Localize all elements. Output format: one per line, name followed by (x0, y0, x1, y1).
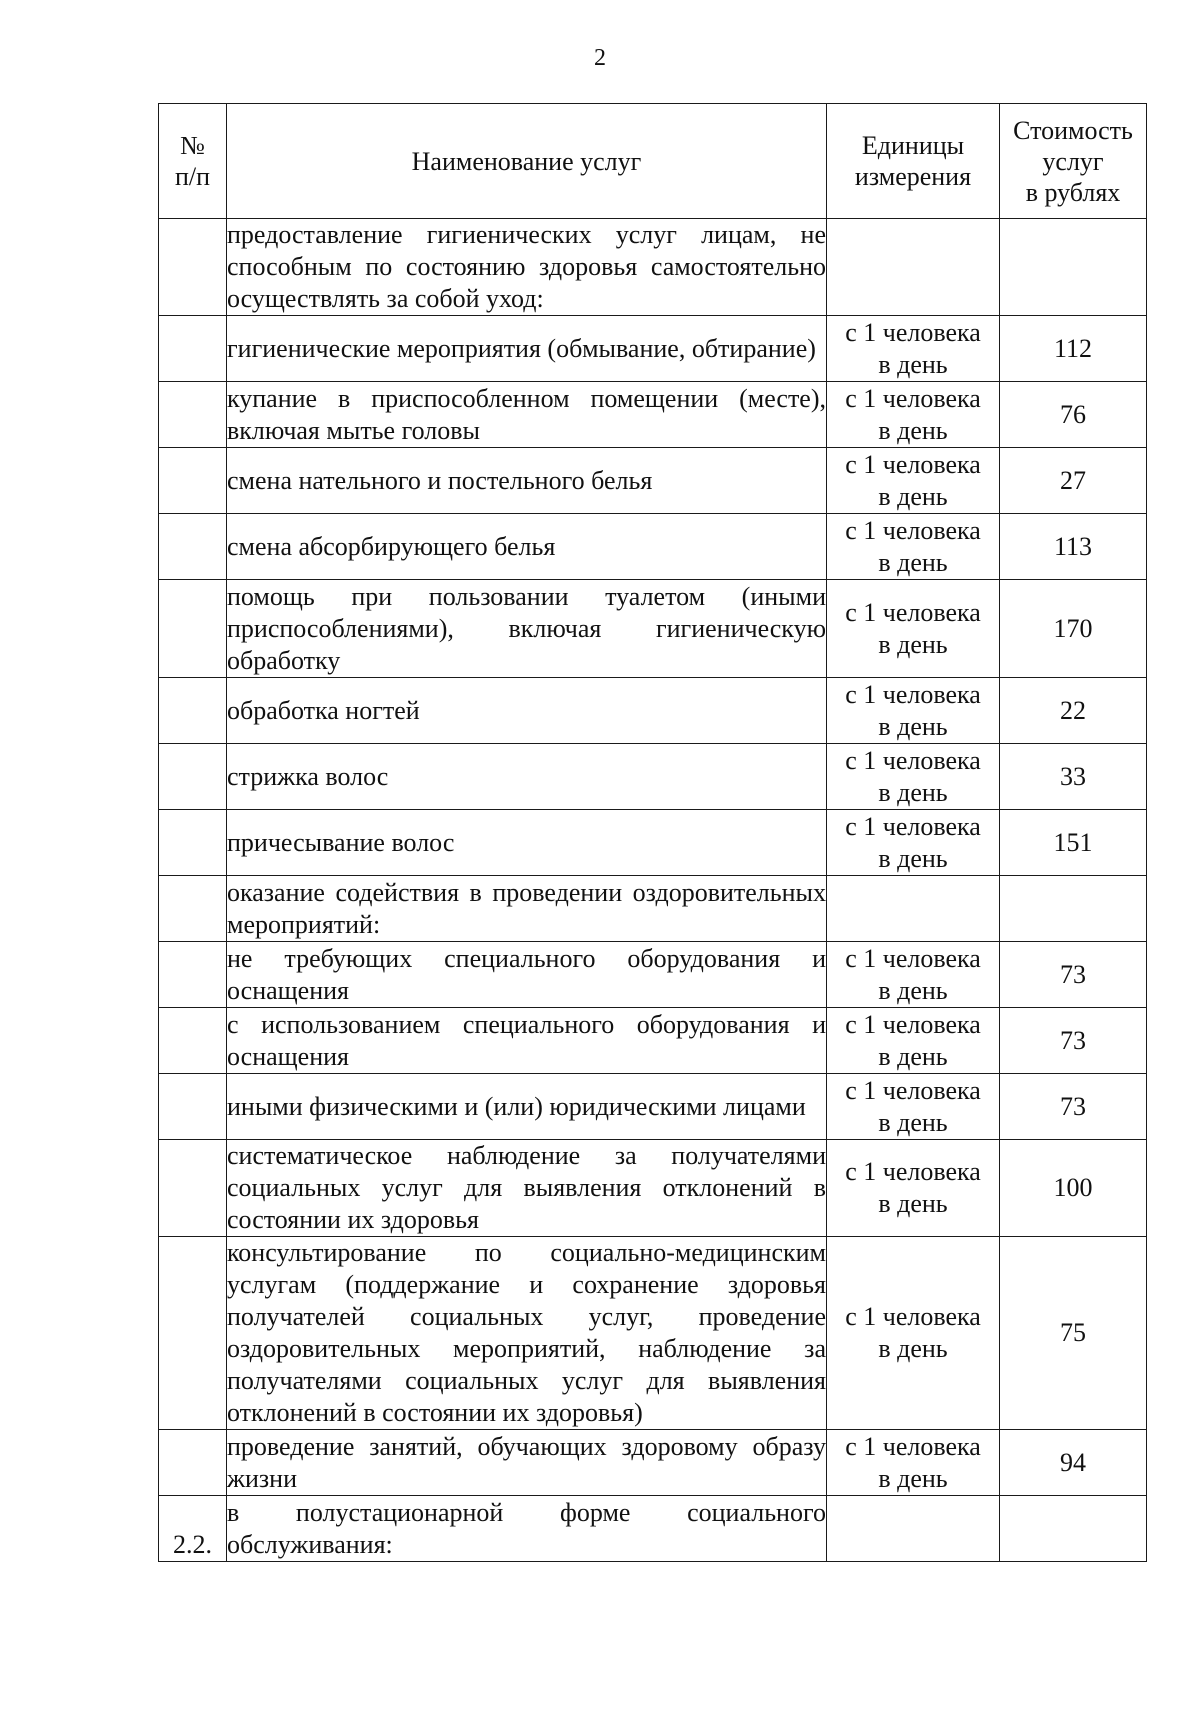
service-cost: 100 (1000, 1140, 1147, 1237)
service-cost: 170 (1000, 580, 1147, 678)
service-cost (1000, 1496, 1147, 1562)
unit-line: в день (878, 547, 948, 577)
service-name: гигиенические мероприятия (обмывание, обтирание) (227, 316, 827, 382)
row-number (159, 1008, 227, 1074)
service-name: с использованием специального оборудования и оснащения (227, 1008, 827, 1074)
service-name: стрижка волос (227, 744, 827, 810)
service-cost: 94 (1000, 1430, 1147, 1496)
unit-of-measure (827, 942, 1000, 1008)
table-row (159, 1237, 1147, 1430)
unit-line: в день (878, 1041, 948, 1071)
unit-line: в день (878, 629, 948, 659)
row-number: 2.2. (159, 1496, 227, 1562)
unit-line: с 1 человека (845, 1302, 981, 1331)
table-row (159, 810, 1147, 876)
unit-line: в день (878, 1334, 948, 1363)
service-name: оказание содействия в проведении оздоровительных мероприятий: (227, 876, 827, 942)
header-name: Наименование услуг (227, 104, 827, 219)
row-number (159, 316, 227, 382)
unit-of-measure (827, 316, 1000, 382)
unit-line: в день (878, 711, 948, 741)
service-cost: 112 (1000, 316, 1147, 382)
row-number (159, 678, 227, 744)
table-row (159, 1074, 1147, 1140)
unit-of-measure (827, 580, 1000, 678)
page-number: 2 (594, 45, 606, 71)
unit-line: с 1 человека (845, 745, 981, 775)
service-name: смена абсорбирующего белья (227, 514, 827, 580)
unit-line: в день (878, 975, 948, 1005)
service-cost (1000, 219, 1147, 316)
unit-line: с 1 человека (845, 515, 981, 545)
table-row (159, 678, 1147, 744)
unit-line: в день (878, 349, 948, 379)
service-cost: 75 (1000, 1237, 1147, 1430)
row-number (159, 810, 227, 876)
row-number (159, 1140, 227, 1237)
table-row (159, 448, 1147, 514)
service-name: систематическое наблюдение за получателями социальных услуг для выявления отклонений в состоянии их здоровья (227, 1140, 827, 1237)
service-name: проведение занятий, обучающих здоровому образу жизни (227, 1430, 827, 1496)
unit-line: с 1 человека (845, 811, 981, 841)
unit-line: с 1 человека (845, 449, 981, 479)
unit-line: с 1 человека (845, 943, 981, 973)
service-cost: 33 (1000, 744, 1147, 810)
service-name: консультирование по социально-медицинским услугам (поддержание и сохранение здоровья получателей социальных услуг, проведение оздоровительных мероприятий, наблюдение за получателями социальных услуг для выявления отклонений в состоянии их здоровья) (227, 1237, 827, 1430)
unit-line: с 1 человека (845, 1157, 981, 1186)
services-table (158, 103, 1147, 1562)
unit-line: в день (878, 1463, 948, 1493)
service-cost: 73 (1000, 1008, 1147, 1074)
table-header-row (159, 104, 1147, 219)
row-number (159, 1430, 227, 1496)
service-cost: 76 (1000, 382, 1147, 448)
service-name: не требующих специального оборудования и оснащения (227, 942, 827, 1008)
service-name: купание в приспособленном помещении (месте), включая мытье головы (227, 382, 827, 448)
unit-of-measure (827, 382, 1000, 448)
table-row (159, 744, 1147, 810)
row-number (159, 1074, 227, 1140)
unit-of-measure (827, 1496, 1000, 1562)
service-cost: 113 (1000, 514, 1147, 580)
unit-line: в день (878, 1107, 948, 1137)
table-row (159, 219, 1147, 316)
unit-line: в день (878, 1189, 948, 1218)
unit-line: в день (878, 777, 948, 807)
unit-of-measure (827, 1237, 1000, 1430)
row-number (159, 1237, 227, 1430)
table-row (159, 1496, 1147, 1562)
table-row (159, 1430, 1147, 1496)
service-name: в полустационарной форме социального обслуживания: (227, 1496, 827, 1562)
row-number (159, 876, 227, 942)
unit-line: с 1 человека (845, 1009, 981, 1039)
header-num: № п/п (159, 104, 227, 219)
table-row (159, 942, 1147, 1008)
service-name: обработка ногтей (227, 678, 827, 744)
service-cost (1000, 876, 1147, 942)
unit-of-measure (827, 1430, 1000, 1496)
unit-line: в день (878, 481, 948, 511)
table-row (159, 876, 1147, 942)
service-cost: 151 (1000, 810, 1147, 876)
unit-line: с 1 человека (845, 679, 981, 709)
service-name: помощь при пользовании туалетом (иными приспособлениями), включая гигиеническую обработку (227, 580, 827, 678)
row-number (159, 219, 227, 316)
table-row (159, 316, 1147, 382)
service-cost: 73 (1000, 942, 1147, 1008)
unit-of-measure (827, 876, 1000, 942)
service-cost: 27 (1000, 448, 1147, 514)
unit-of-measure (827, 514, 1000, 580)
unit-of-measure (827, 219, 1000, 316)
unit-of-measure (827, 678, 1000, 744)
row-number (159, 448, 227, 514)
row-number (159, 580, 227, 678)
table-row (159, 382, 1147, 448)
unit-line: в день (878, 415, 948, 445)
row-number (159, 942, 227, 1008)
service-cost: 22 (1000, 678, 1147, 744)
row-number (159, 514, 227, 580)
table-row (159, 1008, 1147, 1074)
header-cost: Стоимость услуг в рублях (1000, 104, 1147, 219)
unit-of-measure (827, 1074, 1000, 1140)
unit-of-measure (827, 810, 1000, 876)
unit-of-measure (827, 1008, 1000, 1074)
unit-line: с 1 человека (845, 317, 981, 347)
service-name: предоставление гигиенических услуг лицам, не способным по состоянию здоровья самостоятельно осуществлять за собой уход: (227, 219, 827, 316)
header-unit: Единицы измерения (827, 104, 1000, 219)
row-number (159, 382, 227, 448)
unit-line: с 1 человека (845, 1075, 981, 1105)
table-row (159, 580, 1147, 678)
unit-of-measure (827, 448, 1000, 514)
service-name: смена нательного и постельного белья (227, 448, 827, 514)
table-row (159, 1140, 1147, 1237)
unit-of-measure (827, 744, 1000, 810)
row-number (159, 744, 227, 810)
unit-line: в день (878, 843, 948, 873)
unit-line: с 1 человека (845, 1431, 981, 1461)
service-name: причесывание волос (227, 810, 827, 876)
unit-of-measure (827, 1140, 1000, 1237)
unit-line: с 1 человека (845, 383, 981, 413)
service-name: иными физическими и (или) юридическими лицами (227, 1074, 827, 1140)
service-cost: 73 (1000, 1074, 1147, 1140)
table-row (159, 514, 1147, 580)
unit-line: с 1 человека (845, 597, 981, 627)
